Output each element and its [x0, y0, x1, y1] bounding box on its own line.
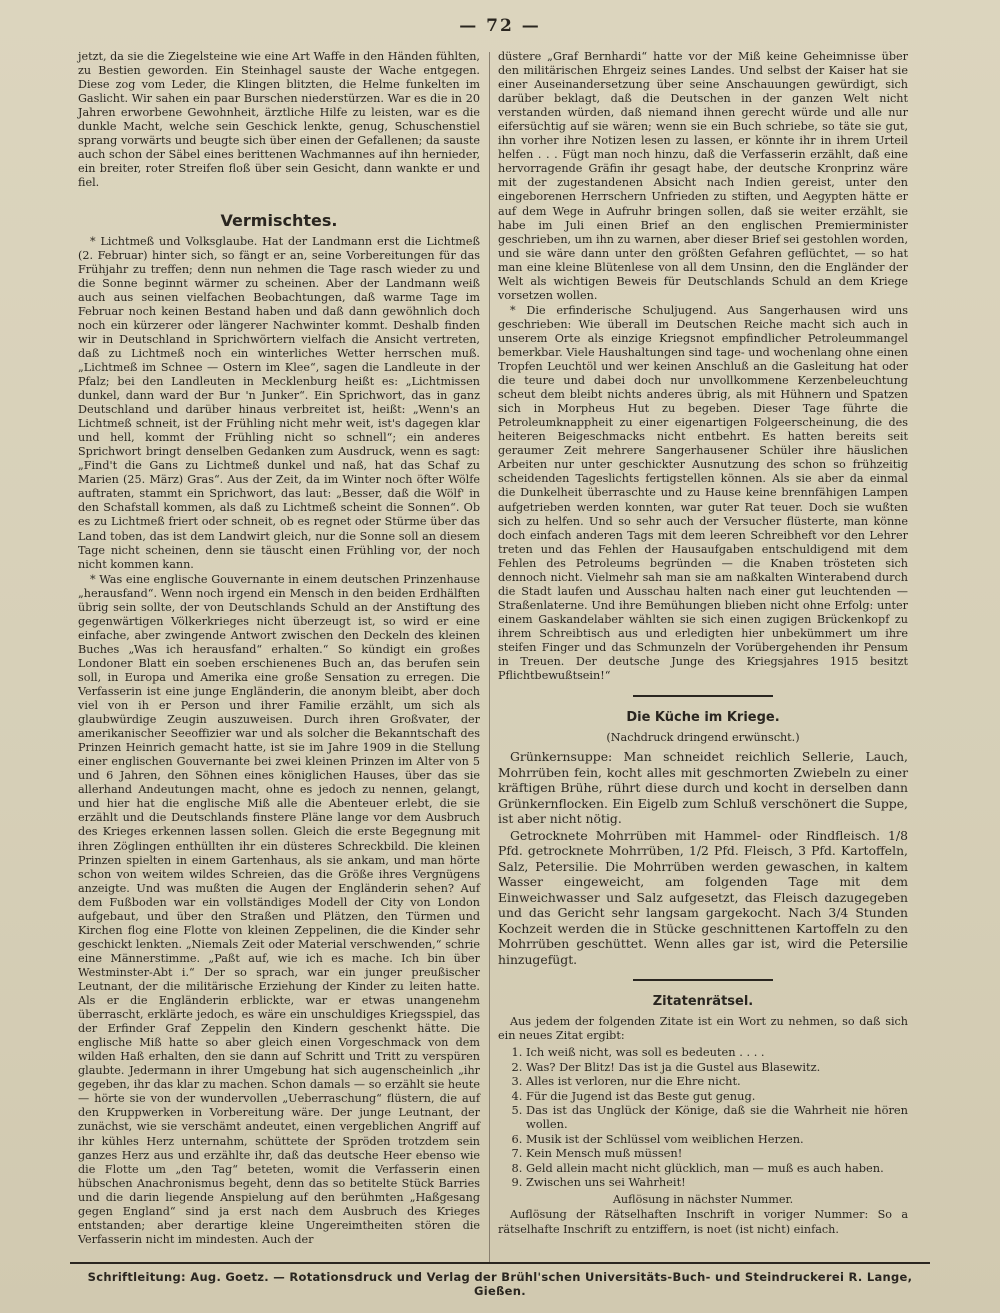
recipe-mohrrueben: Getrocknete Mohrrüben mit Hammel- oder Rindfleisch. 1/8 Pfd. getrocknete Mohrrüben, 1/2 Pfd. Fleisch, 3 Pfd. Kartoffeln, Salz, Petersilie. Die Mohrrüben werden gewaschen, in kaltem Wasser eingeweicht, am folgenden Tage mit dem Einweichwasser und Salz aufgesetzt, das Fleisch dazugegeben und das Gericht sehr langsam gargekocht. Nach 3/4 Stunden Kochzeit werden die in Stücke geschnittenen Kartoffeln zu den Mohrrüben geschüttet. Wenn alles gar ist, wird die Petersilie hinzugefügt. — [498, 827, 908, 967]
section-rule — [633, 695, 773, 697]
puzzle-quote: 9. Zwischen uns sei Wahrheit! — [526, 1175, 908, 1189]
puzzle-quote-list — [498, 1045, 908, 1189]
recipes — [498, 749, 908, 967]
imprint-footer: Schriftleitung: Aug. Goetz. — Rotationsdruck und Verlag der Brühl'schen Universitäts-Buch- und Steindruckerei R. Lange, Gießen. — [70, 1262, 930, 1298]
section-rule-2 — [633, 979, 773, 981]
puzzle-quote: 3. Alles ist verloren, nur die Ehre nicht. — [526, 1074, 908, 1088]
puzzle-quote: 4. Für die Jugend ist das Beste gut genug. — [526, 1089, 908, 1103]
puzzle-quote: 1. Ich weiß nicht, was soll es bedeuten . . . . — [526, 1045, 908, 1059]
section-title-kueche: Die Küche im Kriege. — [626, 710, 780, 726]
right-column — [498, 50, 908, 1238]
puzzle-quote: 5. Das ist das Unglück der Könige, daß sie die Wahrheit nie hören wollen. — [526, 1103, 908, 1132]
puzzle-quote: 6. Musik ist der Schlüssel vom weiblichen Herzen. — [526, 1132, 908, 1146]
puzzle-quote: 8. Geld allein macht nicht glücklich, man — muß es auch haben. — [526, 1161, 908, 1175]
article-gouvernante: * Was eine englische Gouvernante in einem deutschen Prinzenhause „herausfand“. Wenn noch irgend ein Mensch in den beiden Erdhälften übrig sein sollte, der von Deutschlands Schuld an der Anstiftung des gegenwärtigen Völkerkrieges nicht überzeugt ist, so wird er eine einfache, aber zwingende Antwort zwischen den Deckeln des kleinen Buches „Was ich herausfand“ erhalten.“ So kündigt ein großes Londoner Blatt ein soeben erschienenes Buch an, das berufen sein soll, in Europa und Amerika eine große Sensation zu erregen. Die Verfasserin ist eine junge Engländerin, die anonym bleibt, aber doch viel von ih er Person und ihrer Familie erzählt, um sich als glaubwürdige Zeugin auszuweisen. Durch ihren Großvater, der amerikanischer Seeoffizier war und als solcher die Bekanntschaft des Prinzen Heinrich gemacht hatte, ist sie im Jahre 1909 in die Stellung einer englischen Gouvernante bei zwei kleinen Prinzen im Alter von 5 und 6 Jahren, den Söhnen eines königlichen Hauses, über das sie allerhand Andeutungen macht, ohne es jedoch zu nennen, gelangt, und hier hat die englische Miß alle die Abenteuer erlebt, die sie erzählt und die Deutschlands finstere Pläne lange vor dem Ausbruch des Krieges erkennen lassen sollen. Gleich die erste Begegnung mit ihren Zöglingen enthüllten ihr ein düsteres Schreckbild. Die kleinen Prinzen spielten in einem Gartenhaus, als sie ankam, und man hörte schon von weitem wildes Schreien, das die Größe ihres Vergnügens anzeigte. Und was mußten die Augen der Engländerin sehen? Auf dem Fußboden war ein vollständiges Modell der City von London aufgebaut, und über den Straßen und Plätzen, den Türmen und Kirchen flog eine Flotte von kleinen Zeppelinen, die die Kinder sehr geschickt lenkten. „Niemals Zeit oder Material verschwenden,“ schrie eine Männerstimme. „Paßt auf, wie ich es mache. Ich bin über Westminster-Abt i.“ Der so sprach, war ein junger preußischer Leutnant, der die militärische Erziehung der Kinder zu leiten hatte. Als er die Engländerin erblickte, war er etwas unangenehm überrascht, erklärte jedoch, es wäre ein unschuldiges Kriegsspiel, das der Erfinder Graf Zeppelin den Kindern geschenkt hätte. Die englische Miß hatte so aber gleich einen Vorgeschmack von dem wilden Haß erhalten, den sie dann auf Schritt und Tritt zu verspüren glaubte. Jedermann in ihrer Umgebung hat sich augenscheinlich „ihr gegeben, ihr das klar zu machen. Schon damals — so erzählt sie heute — hörte sie von der wundervollen „Ueberraschung“ flüstern, die auf den Kruppwerken in Vorbereitung wäre. Der junge Leutnant, der zunächst, wie sie verschämt andeutet, einen vergeblichen Angriff auf ihr kühles Herz unternahm, schüttete der Spröden trotzdem sein ganzes Herz aus und erzählte ihr, daß das deutsche Heer ebenso wie die Flotte um „den Tag“ beteten, womit die Verfasserin einen hübschen Anachronismus begeht, denn das so betitelte Stück Barries und die darin liegende Anspielung auf den berühmten „Haßgesang gegen England“ sind ja erst nach dem Ausbruch des Krieges entstanden; aber derartige kleine Ungereimtheiten stören die Verfasserin nicht im mindesten. Auch der — [78, 572, 480, 1246]
puzzle-intro: Aus jedem der folgenden Zitate ist ein Wort zu nehmen, so daß sich ein neues Zitat ergibt: — [498, 1015, 908, 1043]
article-gouvernante-continuation: düstere „Graf Bernhardi“ hatte vor der Miß keine Geheimnisse über den militärischen Ehrgeiz seines Landes. Und selbst der Kaiser hat sie einer Auseinandersetzung über seine Anschauungen gewürdigt, sich darüber beklagt, daß die Deutschen in der ganzen Welt nicht verstanden würden, daß niemand ihnen gerecht würde und alle nur eifersüchtig auf sie wären; wenn sie ein Buch schriebe, so täte sie gut, ihn vorher ihre Notizen lesen zu lassen, er könnte ihr in ihrem Urteil helfen . . . Fügt man noch hinzu, daß die Verfasserin erzählt, daß eine hervorragende Gräfin ihr gesagt habe, der deutsche Kronprinz wäre mit der zugestandenen Absicht nach Indien gereist, unter den eingeborenen Herrschern Unfrieden zu stiften, und Aegypten hätte er auf dem Wege in Aufruhr bringen sollen, daß sie weiter erzählt, sie habe im Juli einen Brief an den englischen Premierminister geschrieben, um ihn zu warnen, aber dieser Brief sei gestohlen worden, und sie wäre dann unter den größten Gefahren geflüchtet, — so hat man eine kleine Blütenlese von all dem Unsinn, den die Engländer der Welt als wichtigen Beweis für Deutschlands Schuld an dem Kriege vorsetzen wollen. — [498, 50, 909, 302]
solution-next-issue: Auflösung in nächster Nummer. — [612, 1193, 794, 1207]
story-continuation: jetzt, da sie die Ziegelsteine wie eine Art Waffe in den Händen fühlten, zu Bestien geworden. Ein Steinhagel sauste der Wache entgegen. Diese zog vom Leder, die Klingen blitzten, die Helme funkelten im Gaslicht. Wir sahen ein paar Burschen niederstürzen. War es die in 20 Jahren erworbene Gewohnheit, ärztliche Hilfe zu leisten, war es die dunkle Macht, welche sein Geschick lenkte, genug, Schuschenstiel sprang vorwärts und beugte sich über einen der Gefallenen; da sauste auch schon der Säbel eines berittenen Wachmannes auf ihn hernieder, ein breiter, roter Streifen floß über sein Gesicht, dann wankte er und fiel. — [78, 50, 480, 190]
puzzle-quote: 2. Was? Der Blitz! Das ist ja die Gustel aus Blasewitz. — [526, 1060, 908, 1074]
solution-previous-issue: Auflösung der Rätselhaften Inschrift in voriger Nummer: So a rätselhafte Inschrift zu entziffern, is noet (ist nicht) einfach. — [498, 1208, 908, 1236]
article-lichtmess: * Lichtmeß und Volksglaube. Hat der Landmann erst die Lichtmeß (2. Februar) hinter sich, so fängt er an, seine Vorbereitungen für das Frühjahr zu treffen; denn nun nehmen die Tage rasch wieder zu und die Sonne beginnt wärmer zu scheinen. Aber der Landmann weiß auch aus seinen vielfachen Beobachtungen, daß warme Tage im Februar noch keinen Bestand haben und daß dann gewöhnlich doch noch ein kürzerer oder längerer Nachwinter kommt. Deshalb finden wir in Deutschland in Sprichwörtern vielfach die Ansicht vertreten, daß zu Lichtmeß noch ein winterliches Wetter herrschen muß. „Lichtmeß im Schnee — Ostern im Klee“, sagen die Landleute in der Pfalz; bei den Landleuten in Mecklenburg heißt es: „Lichtmissen dunkel, dann ward der Bur 'n Junker“. Ein Sprichwort, das in ganz Deutschland und darüber hinaus verbreitet ist, heißt: „Wenn's an Lichtmeß schneit, ist der Frühling nicht mehr weit, ist's dagegen klar und hell, kommt der Frühling nicht so schnell“; ein anderes Sprichwort bringt denselben Gedanken zum Ausdruck, wenn es sagt: „Find't die Gans zu Lichtmeß dunkel und naß, hat das Schaf zu Marien (25. März) Gras“. Aus der Zeit, da im Winter noch öfter Wölfe auftraten, stammt ein Sprichwort, das laut: „Besser, daß die Wölf' in den Schafstall kommen, als daß zu Lichtmeß scheint die Sonnen“. Ob es zu Lichtmeß friert oder schneit, ob es regnet oder Stürme über das Land toben, das ist dem Landwirt gleich, nur die Sonne soll an diesem Tage nicht scheinen, denn sie täuscht einen Frühling vor, der noch nicht kommen kann. — [78, 234, 480, 571]
section-title-zitatenraetsel: Zitatenrätsel. — [652, 994, 754, 1010]
page-number: — 72 — — [459, 16, 541, 36]
puzzle-quote: 7. Kein Mensch muß müssen! — [526, 1146, 908, 1160]
section-title-vermischtes: Vermischtes. — [220, 211, 338, 231]
left-column — [78, 50, 480, 1248]
reprint-note: (Nachdruck dringend erwünscht.) — [606, 731, 800, 745]
column-divider — [489, 52, 490, 1262]
recipe-gruenkernsuppe: Grünkernsuppe: Man schneidet reichlich Sellerie, Lauch, Mohrrüben fein, kocht alles mit geschmorten Zwiebeln zu einer kräftigen Brühe, rührt diese durch und kocht in derselben dann Grünkernflocken. Ein Eigelb zum Schluß verschönert die Suppe, ist aber nicht nötig. — [498, 749, 908, 827]
article-schuljugend: * Die erfinderische Schuljugend. Aus Sangerhausen wird uns geschrieben: Wie überall im Deutschen Reiche macht sich auch in unserem Orte als einzige Kriegsnot empfindlicher Petroleummangel bemerkbar. Viele Haushaltungen sind tage- und wochenlang ohne einen Tropfen Leuchtöl und wer keinen Anschluß an die Gasleitung hat oder die teure und dabei doch nur unvollkommene Kerzenbeleuchtung scheut dem bleibt nichts anderes übrig, als mit Hühnern und Spatzen sich in Morpheus Hut zu begeben. Dieser Tage führte die Petroleumknappheit zu einer eigenartigen Folgeerscheinung, die des heiteren Beigeschmacks nicht entbehrt. Es hatten bereits seit geraumer Zeit mehrere Sangerhausener Schüler ihre häuslichen Arbeiten nur unter geschickter Ausnutzung des schon so frühzeitig scheidenden Tageslichts fertigstellen können. Als sie aber da einmal die Dunkelheit überraschte und zu Hause keine brennfähigen Lampen aufgetrieben werden konnten, war guter Rat teuer. Doch sie wußten sich zu helfen. Und so sehr auch der Versucher flüsterte, man könne doch einfach anderen Tags mit dem leeren Schreibheft vor den Lehrer treten und das Fehlen der Hausaufgaben entschuldigend mit dem Fehlen des Petroleums begründen — die Knaben trösteten sich dennoch nicht. Vielmehr sah man sie am naßkalten Winterabend durch die Stadt laufen und Ausschau halten nach einer gut leuchtenden — Straßenlaterne. Und ihre Bemühungen blieben nicht ohne Erfolg: unter einem Gaskandelaber wählten sie sich einen zugigen Brückenkopf zu ihrem Schreibtisch aus und erledigten hier unbekümmert um ihre steifen Finger und das Schmunzeln der Vorübergehenden ihr Pensum in Treuen. Der deutsche Junge des Kriegsjahres 1915 besitzt Pflichtbewußtsein!“ — [498, 303, 908, 683]
